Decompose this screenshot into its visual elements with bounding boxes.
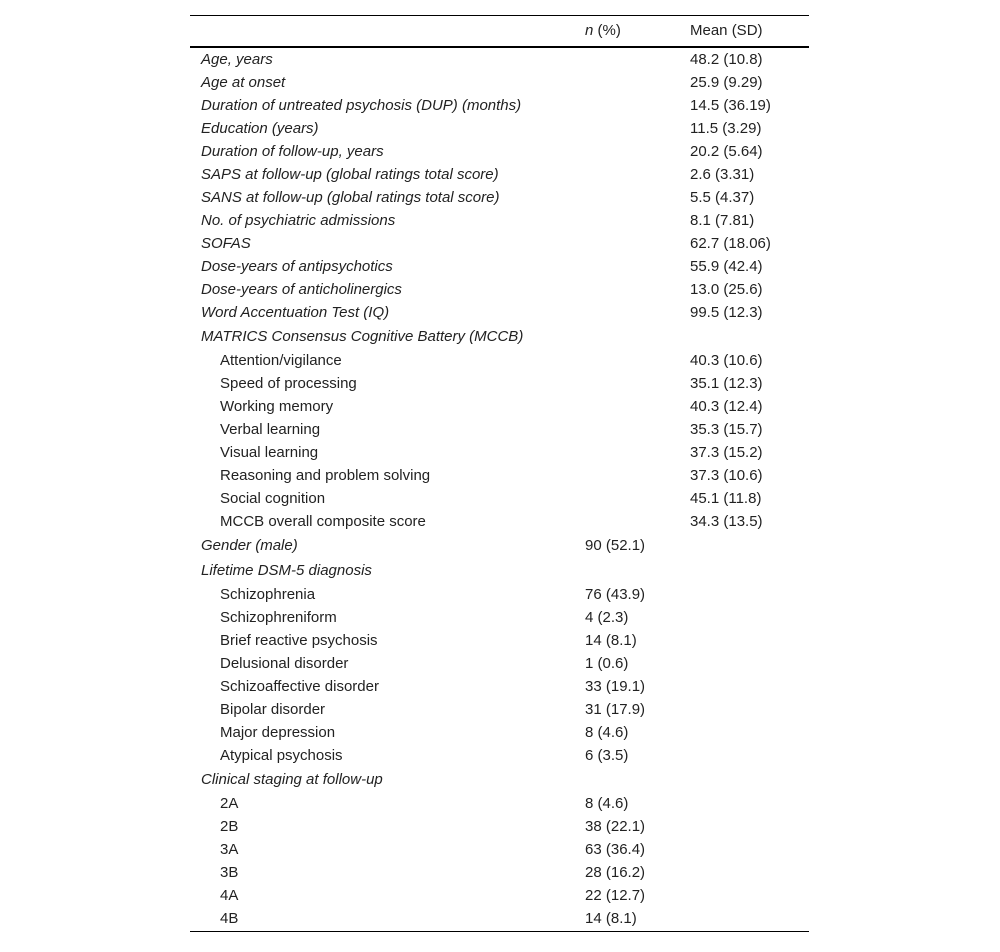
table-row xyxy=(190,418,809,441)
row-label: Verbal learning xyxy=(220,420,321,438)
row-label: Atypical psychosis xyxy=(220,746,343,764)
table-row xyxy=(190,907,809,932)
table-row xyxy=(190,47,809,71)
row-mean: 35.1 (12.3) xyxy=(690,374,763,392)
table-row xyxy=(190,629,809,652)
row-label: Attention/vigilance xyxy=(220,351,342,369)
table-row xyxy=(190,652,809,675)
header-mean-sd: Mean (SD) xyxy=(690,22,763,40)
table-row xyxy=(190,163,809,186)
row-n: 8 (4.6) xyxy=(585,794,629,812)
row-label: Age at onset xyxy=(201,73,286,91)
table-row xyxy=(190,71,809,94)
row-label: SAPS at follow-up (global ratings total score) xyxy=(201,165,499,183)
row-mean: 99.5 (12.3) xyxy=(690,303,763,321)
row-n xyxy=(582,140,690,163)
row-n: 33 (19.1) xyxy=(585,677,646,695)
row-mean: 2.6 (3.31) xyxy=(690,165,755,183)
row-n xyxy=(582,558,690,583)
table-row xyxy=(190,94,809,117)
table-row xyxy=(190,117,809,140)
row-mean: 55.9 (42.4) xyxy=(690,257,763,275)
row-mean: 37.3 (15.2) xyxy=(690,443,763,461)
row-mean: 13.0 (25.6) xyxy=(690,280,763,298)
row-label: 4B xyxy=(220,909,239,927)
row-label: Duration of follow-up, years xyxy=(201,142,384,160)
row-n xyxy=(582,232,690,255)
row-mean xyxy=(690,861,809,884)
row-n xyxy=(582,163,690,186)
row-label: Word Accentuation Test (IQ) xyxy=(201,303,390,321)
row-mean xyxy=(690,675,809,698)
row-mean: 40.3 (10.6) xyxy=(690,351,763,369)
section-label: Lifetime DSM-5 diagnosis xyxy=(201,561,372,579)
section-row xyxy=(190,558,809,583)
row-label: Social cognition xyxy=(220,489,326,507)
row-n xyxy=(582,117,690,140)
row-n: 28 (16.2) xyxy=(585,863,646,881)
row-mean xyxy=(690,815,809,838)
row-mean xyxy=(690,721,809,744)
row-label: Age, years xyxy=(201,50,273,68)
row-mean: 45.1 (11.8) xyxy=(690,489,762,507)
header-n-suffix: (%) xyxy=(593,22,621,40)
row-mean xyxy=(690,629,809,652)
row-mean xyxy=(690,767,809,792)
row-label: 2A xyxy=(220,794,239,812)
row-n xyxy=(582,510,690,533)
row-n xyxy=(582,209,690,232)
table-row xyxy=(190,255,809,278)
table-row xyxy=(190,232,809,255)
row-label: Bipolar disorder xyxy=(220,700,326,718)
row-label: SOFAS xyxy=(201,234,251,252)
table-row xyxy=(190,721,809,744)
row-n xyxy=(582,278,690,301)
row-mean xyxy=(690,533,809,558)
row-label: Schizoaffective disorder xyxy=(220,677,379,695)
row-n xyxy=(582,487,690,510)
header-n-symbol: n xyxy=(585,22,594,40)
row-n xyxy=(582,324,690,349)
row-n xyxy=(582,301,690,324)
table-row xyxy=(190,487,809,510)
table-row xyxy=(190,583,809,606)
row-label: Brief reactive psychosis xyxy=(220,631,378,649)
table-row xyxy=(190,675,809,698)
row-n: 1 (0.6) xyxy=(585,654,629,672)
row-mean xyxy=(690,324,809,349)
row-label: 3A xyxy=(220,840,239,858)
row-label: Reasoning and problem solving xyxy=(220,466,431,484)
header-n-percent xyxy=(582,16,690,47)
table-row xyxy=(190,209,809,232)
table-row xyxy=(190,186,809,209)
row-n xyxy=(582,47,690,71)
row-n: 31 (17.9) xyxy=(585,700,646,718)
row-mean: 25.9 (9.29) xyxy=(690,73,763,91)
row-label: Visual learning xyxy=(220,443,319,461)
row-n xyxy=(582,441,690,464)
row-n: 63 (36.4) xyxy=(585,840,646,858)
row-mean: 62.7 (18.06) xyxy=(690,234,771,252)
row-n: 4 (2.3) xyxy=(585,608,629,626)
row-n xyxy=(582,255,690,278)
row-n: 38 (22.1) xyxy=(585,817,646,835)
row-label: Working memory xyxy=(220,397,334,415)
row-n: 8 (4.6) xyxy=(585,723,629,741)
header-label-cell xyxy=(190,16,582,47)
characteristics-table xyxy=(190,15,809,932)
row-mean: 40.3 (12.4) xyxy=(690,397,763,415)
row-label: Speed of processing xyxy=(220,374,357,392)
row-label: Dose-years of antipsychotics xyxy=(201,257,393,275)
row-n xyxy=(582,94,690,117)
row-label: 3B xyxy=(220,863,239,881)
row-n xyxy=(582,372,690,395)
row-n: 22 (12.7) xyxy=(585,886,646,904)
row-n: 14 (8.1) xyxy=(585,631,637,649)
row-mean: 48.2 (10.8) xyxy=(690,50,763,68)
row-mean: 34.3 (13.5) xyxy=(690,512,763,530)
row-n xyxy=(582,418,690,441)
table-row xyxy=(190,510,809,533)
row-mean xyxy=(690,884,809,907)
row-mean xyxy=(690,792,809,815)
table-row xyxy=(190,395,809,418)
row-n: 90 (52.1) xyxy=(585,536,646,554)
table-row xyxy=(190,792,809,815)
table-row xyxy=(190,884,809,907)
row-label: 2B xyxy=(220,817,239,835)
table-row xyxy=(190,301,809,324)
table-row xyxy=(190,861,809,884)
row-mean: 5.5 (4.37) xyxy=(690,188,755,206)
row-label: MCCB overall composite score xyxy=(220,512,426,530)
row-mean xyxy=(690,583,809,606)
row-label: Schizophrenia xyxy=(220,585,316,603)
section-row xyxy=(190,324,809,349)
row-n xyxy=(582,464,690,487)
table-row xyxy=(190,838,809,861)
row-n xyxy=(582,349,690,372)
row-mean: 20.2 (5.64) xyxy=(690,142,763,160)
row-label: Duration of untreated psychosis (DUP) (months) xyxy=(201,96,522,114)
section-row xyxy=(190,767,809,792)
section-label: Clinical staging at follow-up xyxy=(201,770,383,788)
row-n: 14 (8.1) xyxy=(585,909,637,927)
characteristics-table-container xyxy=(190,15,809,932)
row-label: No. of psychiatric admissions xyxy=(201,211,396,229)
row-n xyxy=(582,767,690,792)
row-label: SANS at follow-up (global ratings total score) xyxy=(201,188,500,206)
table-row xyxy=(190,278,809,301)
row-label: Education (years) xyxy=(201,119,319,137)
row-mean: 37.3 (10.6) xyxy=(690,466,763,484)
row-n: 6 (3.5) xyxy=(585,746,629,764)
row-mean xyxy=(690,838,809,861)
row-mean xyxy=(690,744,809,767)
row-mean: 14.5 (36.19) xyxy=(690,96,771,114)
row-n: 76 (43.9) xyxy=(585,585,646,603)
row-mean: 35.3 (15.7) xyxy=(690,420,763,438)
row-mean xyxy=(690,652,809,675)
table-row xyxy=(190,815,809,838)
table-row xyxy=(190,698,809,721)
table-row xyxy=(190,349,809,372)
row-label: Delusional disorder xyxy=(220,654,349,672)
table-row xyxy=(190,744,809,767)
table-row xyxy=(190,464,809,487)
row-n xyxy=(582,71,690,94)
row-mean xyxy=(690,558,809,583)
section-row xyxy=(190,533,809,558)
table-row xyxy=(190,140,809,163)
row-mean: 11.5 (3.29) xyxy=(690,119,762,137)
row-mean xyxy=(690,907,809,932)
row-mean xyxy=(690,698,809,721)
table-row xyxy=(190,606,809,629)
row-mean xyxy=(690,606,809,629)
row-label: Schizophreniform xyxy=(220,608,337,626)
section-label: Gender (male) xyxy=(201,536,298,554)
section-label: MATRICS Consensus Cognitive Battery (MCCB) xyxy=(201,327,524,345)
row-n xyxy=(582,186,690,209)
row-n xyxy=(582,395,690,418)
row-label: Dose-years of anticholinergics xyxy=(201,280,402,298)
row-label: Major depression xyxy=(220,723,336,741)
row-label: 4A xyxy=(220,886,239,904)
table-header-row xyxy=(190,16,809,47)
table-row xyxy=(190,372,809,395)
table-row xyxy=(190,441,809,464)
row-mean: 8.1 (7.81) xyxy=(690,211,755,229)
